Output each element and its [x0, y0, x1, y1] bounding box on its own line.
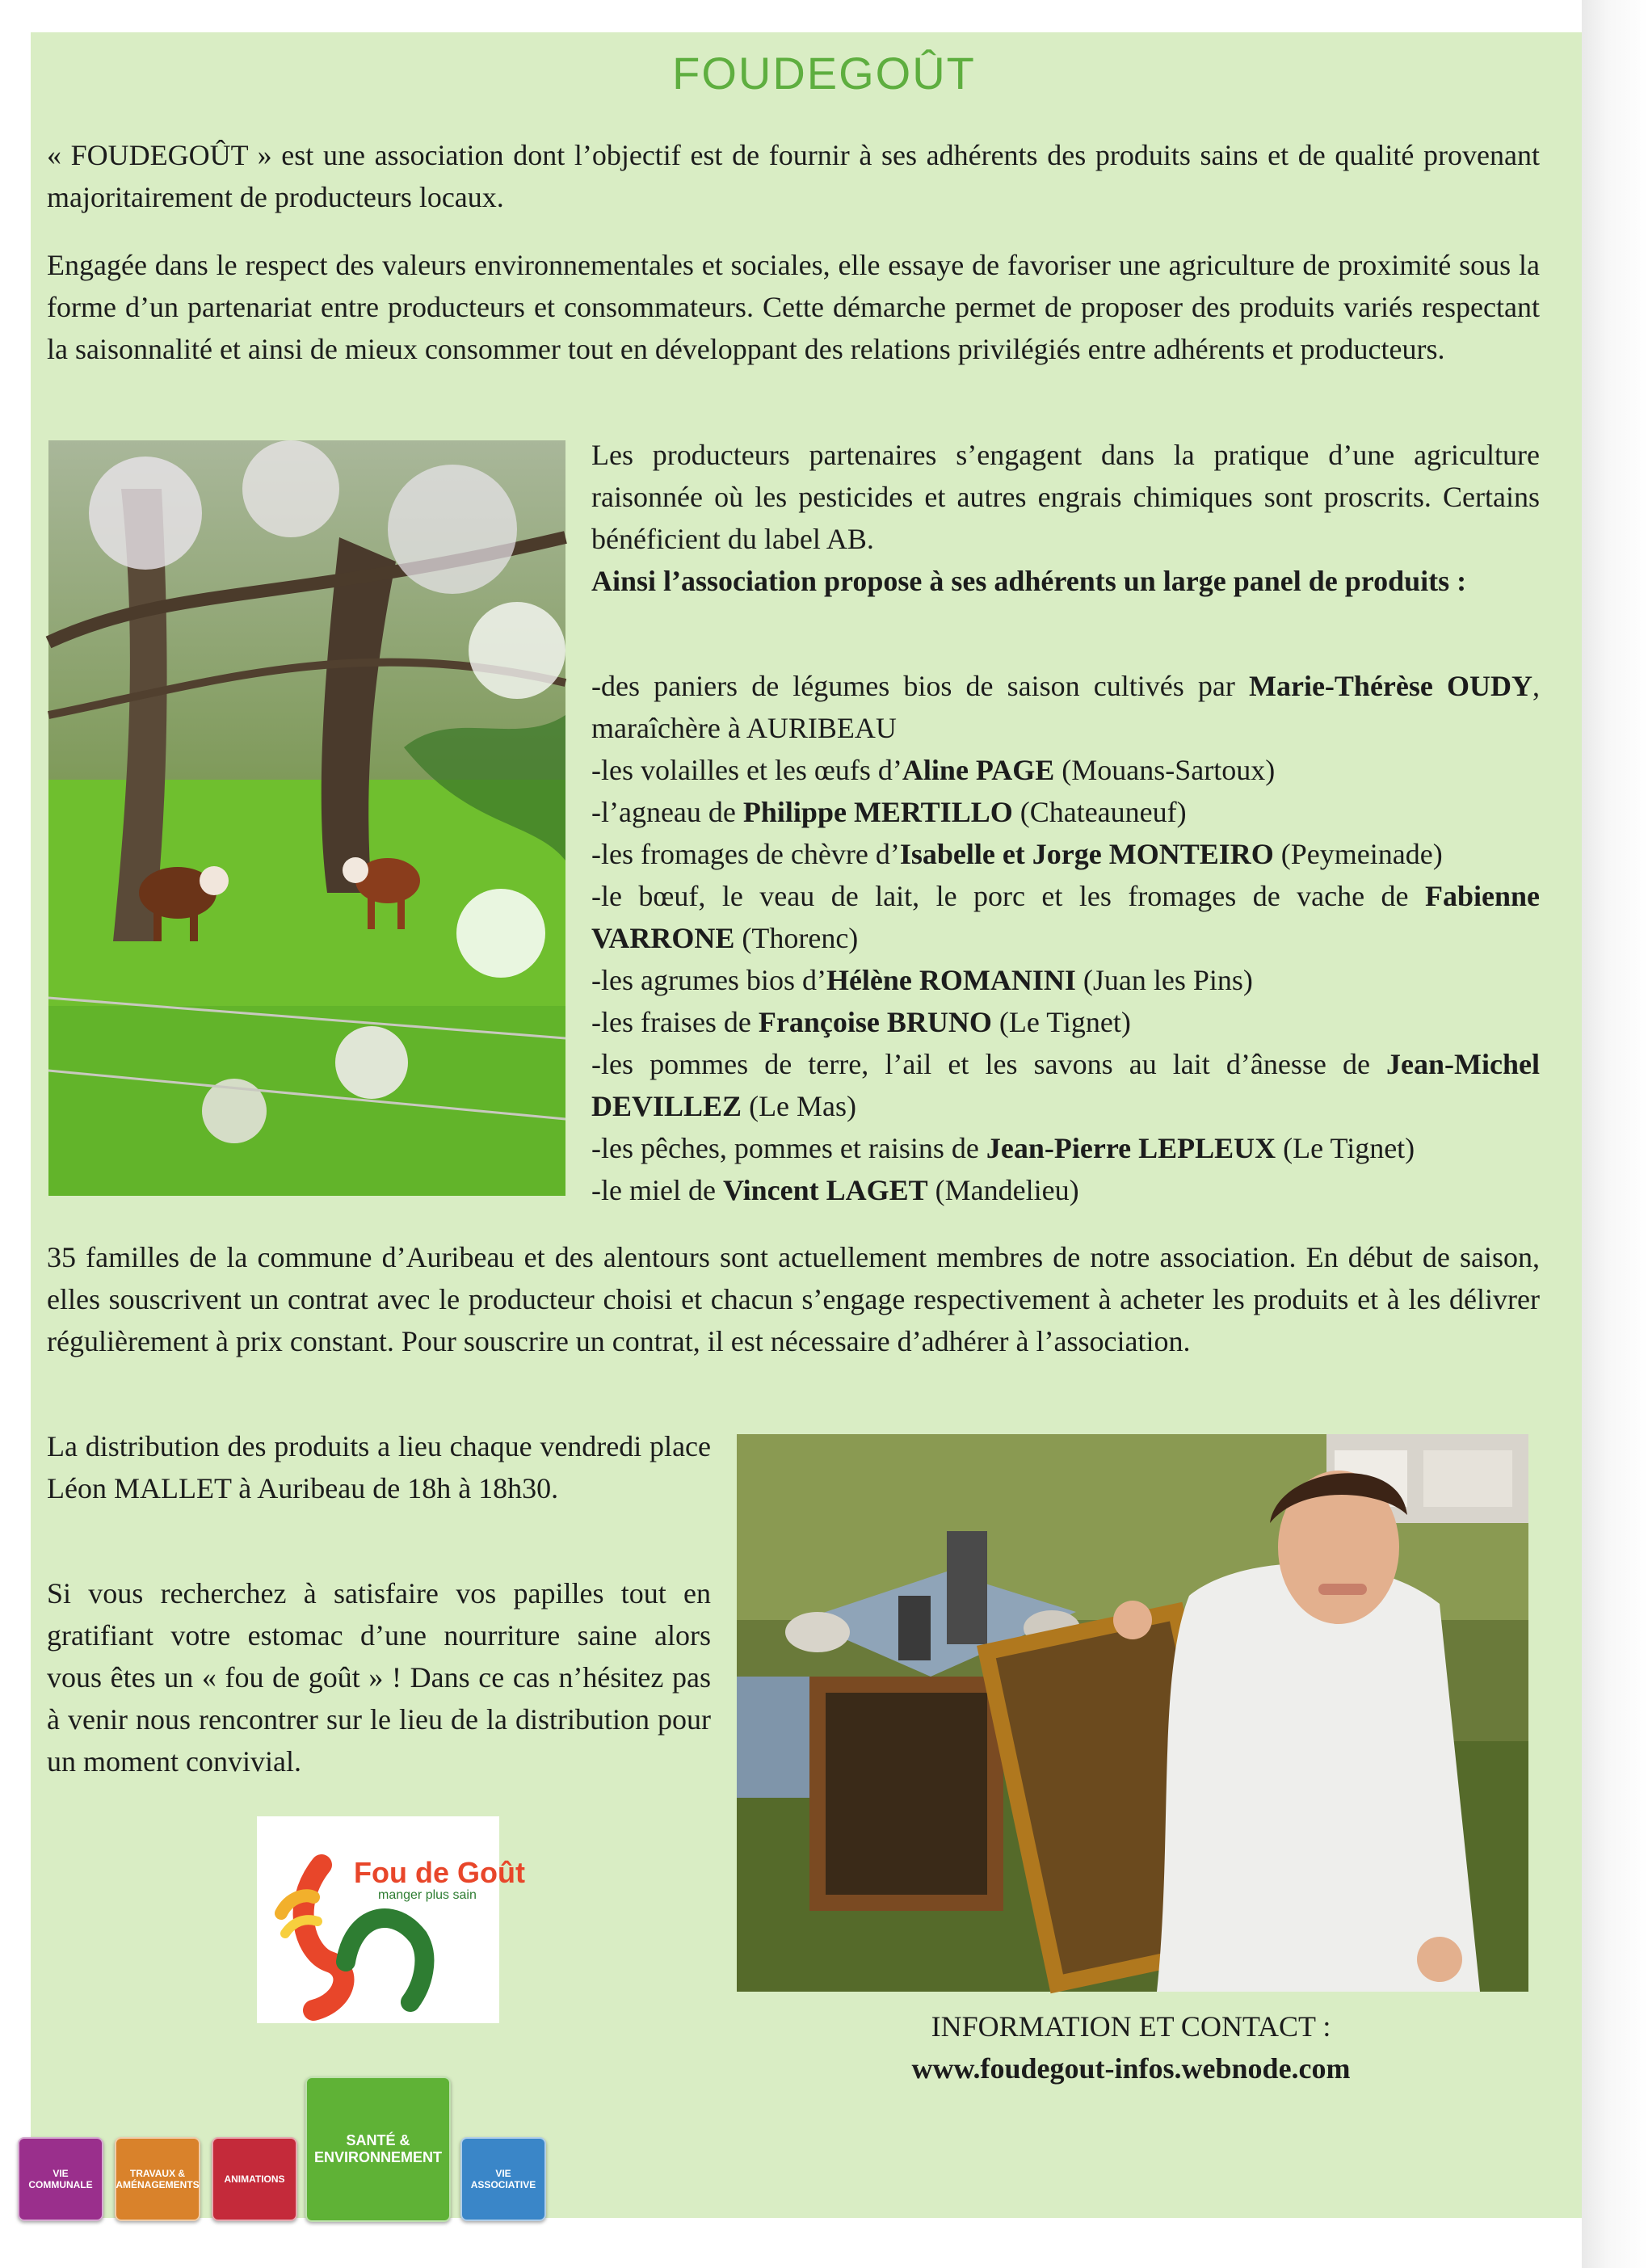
product-item	[591, 1043, 1540, 1127]
producer-name: Vincent LAGET	[722, 1174, 928, 1206]
producer-location: (Le Tignet)	[1276, 1132, 1415, 1164]
tab-label-1: SANTÉ &	[346, 2132, 410, 2148]
product-description: -l’agneau de	[591, 796, 743, 828]
producer-location: (Le Tignet)	[991, 1006, 1131, 1038]
families-text: 35 familles de la commune d’Auribeau et des alentours sont actuellement membres de notre association. En début de saison, elles souscrivent un contrat avec le producteur choisi et chacun s’engage respectivement à acheter les produits et à les délivrer régulièrement à prix constant. Pour souscrire un contrat, il est nécessaire d’adhérer à l’association.	[47, 1241, 1540, 1357]
product-description: -le bœuf, le veau de lait, le porc et les fromages de vache de	[591, 880, 1425, 912]
tab-vie-communale[interactable]	[18, 2137, 103, 2221]
intro-text-1: « FOUDEGOÛT » est une association dont l’objectif est de fournir à ses adhérents des produits sains et de qualité provenant majoritairement de producteurs locaux.	[47, 139, 1540, 213]
tab-label-2: ENVIRONNEMENT	[313, 2149, 442, 2165]
tab-label-2: AMÉNAGEMENTS	[116, 2179, 200, 2190]
tab-label-2: COMMUNALE	[28, 2179, 93, 2190]
tab-label-2: ASSOCIATIVE	[470, 2179, 536, 2190]
invite-text: Si vous recherchez à satisfaire vos papilles tout en gratifiant votre estomac d’une nourriture saine alors vous êtes un « fou de goût » ! Dans ce cas n’hésitez pas à venir nous rencontrer sur le lieu de la distribution pour un moment convivial.	[47, 1577, 711, 1778]
producer-name: Jean-Michel DEVILLEZ	[591, 1048, 1540, 1122]
intro-paragraph-1	[47, 134, 1540, 218]
producer-name: Philippe MERTILLO	[742, 796, 1013, 828]
intro-text-2: Engagée dans le respect des valeurs environnementales et sociales, elle essaye de favoriser une agriculture de proximité sous la forme d’un partenariat entre producteurs et consommateurs. Cette démarche permet de proposer des produits variés respectant la saisonnalité et ainsi de mieux consommer tout en développant des relations privilégiés entre adhérents et producteurs.	[47, 249, 1540, 365]
tab-label-1: VIE	[495, 2168, 511, 2179]
product-description: -le miel de	[591, 1174, 723, 1206]
producer-location: (Le Mas)	[742, 1090, 857, 1122]
beekeeper-photo	[737, 1434, 1528, 1992]
tab-label-1: VIE	[53, 2168, 69, 2179]
logo-title: Fou de Goût	[354, 1856, 525, 1889]
product-description: -des paniers de légumes bios de saison cultivés par	[591, 670, 1249, 702]
product-item	[591, 791, 1540, 833]
product-item	[591, 833, 1540, 875]
page-title: FOUDEGOÛT	[672, 48, 976, 99]
product-item	[591, 1127, 1540, 1169]
product-description: -les volailles et les œufs d’	[591, 754, 902, 786]
orchard-image	[48, 440, 565, 1196]
beekeeper-image	[737, 1434, 1528, 1992]
tab-sante-environnement[interactable]	[305, 2077, 451, 2222]
producer-name: Aline PAGE	[902, 754, 1055, 786]
tab-travaux-amenagements[interactable]	[115, 2137, 200, 2221]
tab-label-1: TRAVAUX &	[129, 2168, 186, 2179]
producer-location: (Thorenc)	[734, 922, 859, 954]
panel-heading-text: Ainsi l’association propose à ses adhérents un large panel de produits :	[591, 565, 1467, 597]
producer-name: Hélène ROMANINI	[826, 964, 1076, 996]
producer-location: (Mouans-Sartoux)	[1054, 754, 1276, 786]
product-item	[591, 959, 1540, 1001]
intro-paragraph-2	[47, 244, 1540, 370]
product-item	[591, 749, 1540, 791]
contact-heading: INFORMATION ET CONTACT :	[931, 2010, 1331, 2043]
tab-animations[interactable]	[212, 2137, 297, 2221]
fou-de-gout-logo	[257, 1816, 525, 2023]
product-description: -les pêches, pommes et raisins de	[591, 1132, 986, 1164]
product-item	[591, 1001, 1540, 1043]
families-paragraph	[47, 1236, 1540, 1362]
section-tabs	[16, 2077, 565, 2222]
product-description: -les fromages de chèvre d’	[591, 838, 900, 870]
producers-intro-text: Les producteurs partenaires s’engagent dans la pratique d’une agriculture raisonnée où les pesticides et autres engrais chimiques sont proscrits. Certains bénéficient du label AB.	[591, 439, 1540, 555]
product-description: -les pommes de terre, l’ail et les savons au lait d’ânesse de	[591, 1048, 1387, 1080]
contact-url[interactable]: www.foudegout-infos.webnode.com	[911, 2052, 1351, 2085]
producer-name: Fabienne VARRONE	[591, 880, 1540, 954]
logo-tagline: manger plus sain	[378, 1888, 477, 1902]
panel-heading	[591, 560, 1540, 602]
producer-location: (Peymeinade)	[1273, 838, 1443, 870]
product-description: -les agrumes bios d’	[591, 964, 826, 996]
producer-location: (Chateauneuf)	[1012, 796, 1187, 828]
product-item	[591, 1169, 1540, 1211]
distribution-text: La distribution des produits a lieu chaque vendredi place Léon MALLET à Auribeau de 18h à 18h30.	[47, 1430, 711, 1504]
producer-location: (Juan les Pins)	[1075, 964, 1253, 996]
invite-paragraph	[47, 1572, 711, 1782]
producer-location: (Mandelieu)	[927, 1174, 1079, 1206]
product-list	[591, 665, 1540, 1211]
product-item	[591, 665, 1540, 749]
producer-name: Marie-Thérèse OUDY	[1248, 670, 1532, 702]
producers-intro	[591, 434, 1540, 560]
producer-location: , maraîchère à AURIBEAU	[591, 670, 1540, 744]
producer-name: Françoise BRUNO	[758, 1006, 992, 1038]
tab-vie-associative[interactable]	[460, 2137, 546, 2221]
contact-block	[735, 2005, 1527, 2089]
distribution-paragraph	[47, 1425, 711, 1509]
orchard-photo	[48, 440, 565, 1196]
logo-graphic	[257, 1816, 525, 2023]
tab-label-1: ANIMATIONS	[224, 2173, 285, 2185]
page-edge	[1582, 0, 1648, 2268]
producer-name: Jean-Pierre LEPLEUX	[986, 1132, 1276, 1164]
product-item	[591, 875, 1540, 959]
producer-name: Isabelle et Jorge MONTEIRO	[899, 838, 1274, 870]
product-description: -les fraises de	[591, 1006, 759, 1038]
